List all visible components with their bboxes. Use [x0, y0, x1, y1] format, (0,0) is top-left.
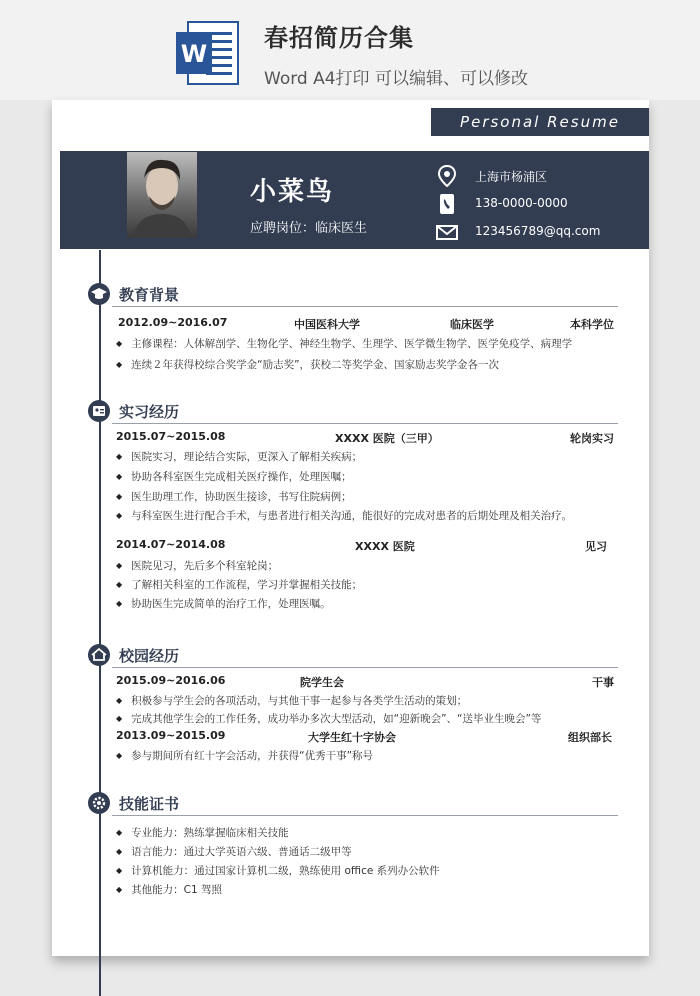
promo-banner	[0, 0, 700, 100]
internship-org: XXXX 医院（三甲）	[335, 432, 439, 445]
list-item: ◆ 医生助理工作，协助医生接诊，书写住院病例；	[116, 489, 352, 504]
education-school: 中国医科大学	[294, 318, 360, 331]
list-item: ◆ 了解相关科室的工作流程，学习并掌握相关技能；	[116, 577, 362, 592]
list-item: ◆ 协助各科室医生完成相关医疗操作，处理医嘱；	[116, 469, 352, 484]
education-date: 2012.09~2016.07	[118, 316, 228, 329]
mail-icon	[436, 221, 458, 243]
section-divider	[112, 306, 618, 307]
profile-photo	[127, 152, 197, 238]
campus-org: 大学生红十字协会	[308, 731, 396, 744]
internship-org: XXXX 医院	[355, 540, 415, 553]
phone-text: 138-0000-0000	[475, 196, 568, 210]
phone-icon	[436, 193, 458, 215]
list-item: ◆ 其他能力：C1 驾照	[116, 882, 222, 897]
list-item: ◆ 专业能力：熟练掌握临床相关技能	[116, 825, 289, 840]
education-major: 临床医学	[450, 318, 494, 331]
internship-date: 2015.07~2015.08	[116, 430, 226, 443]
banner-title: 春招简历合集	[264, 24, 414, 52]
section-title-education: 教育背景	[119, 286, 180, 304]
list-item: ◆ 医院见习，先后多个科室轮岗；	[116, 558, 278, 573]
location-pin-icon	[436, 165, 458, 187]
list-item: ◆ 计算机能力：通过国家计算机二级，熟练使用 office 系列办公软件	[116, 863, 440, 878]
campus-org: 院学生会	[300, 676, 344, 689]
campus-role: 组织部长	[568, 731, 612, 744]
applicant-name: 小菜鸟	[250, 177, 335, 207]
section-title-campus: 校园经历	[119, 647, 180, 665]
internship-role: 轮岗实习	[570, 432, 614, 445]
internship-role: 见习	[585, 540, 607, 553]
id-card-icon	[88, 400, 110, 422]
internship-date: 2014.07~2014.08	[116, 538, 226, 551]
resume-page	[52, 100, 649, 956]
list-item: ◆ 医院实习，理论结合实际，更深入了解相关疾病；	[116, 449, 362, 464]
personal-resume-tag: Personal Resume	[431, 108, 649, 136]
location-text: 上海市杨浦区	[475, 170, 548, 184]
timeline-line	[99, 250, 101, 996]
section-divider	[112, 667, 618, 668]
list-item: ◆ 协助医生完成简单的治疗工作，处理医嘱。	[116, 596, 331, 611]
campus-date: 2013.09~2015.09	[116, 729, 226, 742]
list-item: ◆ 语言能力：通过大学英语六级、普通话二级甲等	[116, 844, 352, 859]
education-degree: 本科学位	[570, 318, 614, 331]
list-item: ◆ 主修课程：人体解剖学、生物化学、神经生物学、生理学、医学微生物学、医学免疫学、病理学	[116, 336, 572, 351]
applied-position: 应聘岗位：临床医生	[250, 221, 368, 236]
resume-header	[60, 151, 649, 249]
section-title-skills: 技能证书	[119, 795, 180, 813]
section-divider	[112, 815, 618, 816]
list-item: ◆ 参与期间所有红十字会活动，并获得“优秀干事”称号	[116, 748, 373, 763]
graduation-cap-icon	[88, 283, 110, 305]
svg-text:W: W	[180, 40, 208, 68]
email-text: 123456789@qq.com	[475, 224, 601, 238]
section-divider	[112, 423, 618, 424]
word-document-icon	[174, 20, 240, 86]
list-item: ◆ 连续２年获得校综合奖学金“励志奖”，获校二等奖学金、国家励志奖学金各一次	[116, 357, 499, 372]
list-item: ◆ 积极参与学生会的各项活动，与其他干事一起参与各类学生活动的策划；	[116, 693, 467, 708]
gear-icon	[88, 792, 110, 814]
campus-role: 干事	[592, 676, 614, 689]
campus-date: 2015.09~2016.06	[116, 674, 226, 687]
section-title-internship: 实习经历	[119, 403, 180, 421]
list-item: ◆ 完成其他学生会的工作任务，成功举办多次大型活动，如“迎新晚会”、“送毕业生晚会”等	[116, 711, 541, 726]
home-icon	[88, 644, 110, 666]
banner-subtitle: Word A4打印 可以编辑、可以修改	[264, 69, 528, 89]
list-item: ◆ 与科室医生进行配合手术，与患者进行相关沟通，能很好的完成对患者的后期处理及相关治疗。	[116, 508, 572, 523]
